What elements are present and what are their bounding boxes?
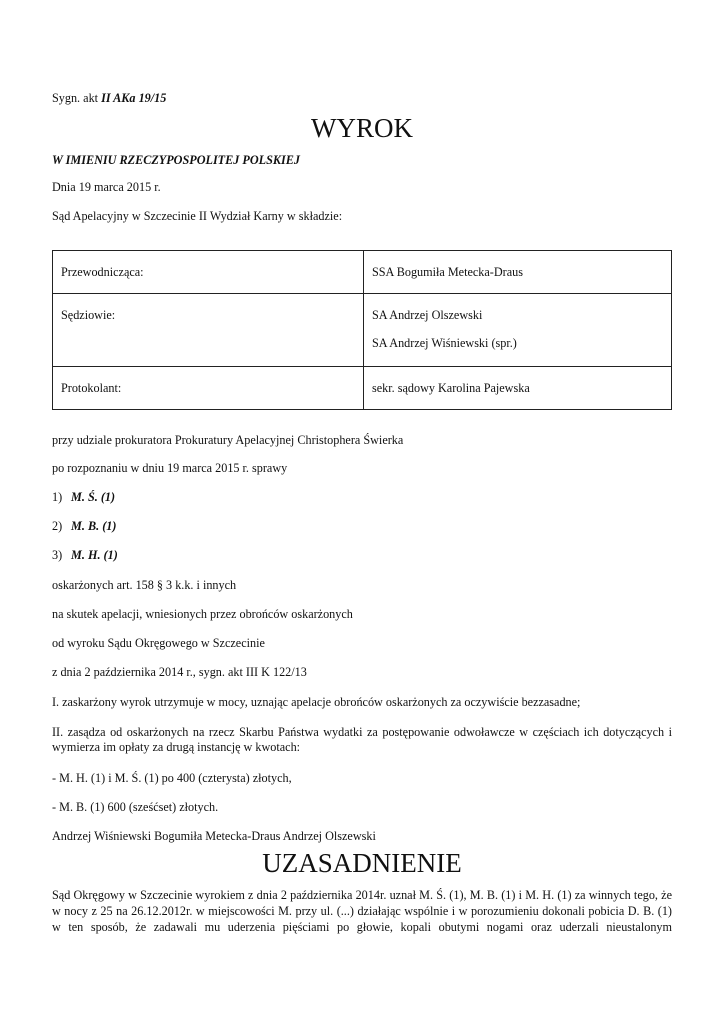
defendant-item (52, 519, 116, 534)
judges-label: Sędziowie: (53, 294, 364, 367)
hearing-line: po rozpoznaniu w dniu 19 marca 2015 r. sprawy (52, 461, 288, 475)
bench-table (52, 250, 672, 410)
justification-title: UZASADNIENIE (262, 848, 462, 878)
appeal-line: na skutek apelacji, wniesionych przez obrońców oskarżonych (52, 607, 353, 621)
in-name-of-republic: W IMIENIU RZECZYPOSPOLITEJ POLSKIEJ (52, 153, 300, 167)
fee-line-1: - M. H. (1) i M. Ś. (1) po 400 (czterysta) złotych, (52, 771, 292, 785)
defendant-number: 1) (52, 490, 63, 504)
defendant-number: 3) (52, 548, 63, 562)
defendant-number: 2) (52, 519, 63, 533)
bench-row-judges (53, 294, 672, 367)
defendant-item (52, 490, 115, 505)
fee-line-2: - M. B. (1) 600 (sześćset) złotych. (52, 800, 219, 814)
defendant-name: M. H. (1) (71, 548, 118, 562)
justification-text: Sąd Okręgowy w Szczecinie wyrokiem z dnia 2 października 2014r. uznał M. Ś. (1), M. B. (1) i M. H. (1) za winnych tego, że w nocy z 25 na 26.12.2012r. w miejscowości M. przy ul. (...) działając wspólnie i w porozumieniu dokonali pobicia D. B. (1) w ten sposób, że zadawali mu uderzenia pięściami po głowie, kopali obutymi nogami oraz uderzali nieustalonym (52, 888, 672, 934)
bench-row-chair (53, 251, 672, 294)
bench-row-clerk (53, 367, 672, 410)
lower-judgment-date-line: z dnia 2 października 2014 r., sygn. akt III K 122/13 (52, 665, 307, 679)
judges-value (364, 294, 672, 367)
chair-label: Przewodnicząca: (53, 251, 364, 294)
lower-court-line: od wyroku Sądu Okręgowego w Szczecinie (52, 636, 265, 650)
ruling-point-1: I. zaskarżony wyrok utrzymuje w mocy, uznając apelacje obrońców oskarżonych za oczywiście bezzasadne; (52, 695, 581, 709)
defendant-name: M. Ś. (1) (71, 490, 116, 504)
court-composition: Sąd Apelacyjny w Szczecinie II Wydział Karny w składzie: (52, 209, 343, 223)
case-signature (52, 91, 166, 106)
document-title: WYROK (311, 113, 413, 143)
judge-2: SA Andrzej Wiśniewski (spr.) (372, 336, 517, 350)
clerk-label: Protokolant: (53, 367, 364, 410)
charges-line: oskarżonych art. 158 § 3 k.k. i innych (52, 578, 237, 592)
ruling-point-2: II. zasądza od oskarżonych na rzecz Skarbu Państwa wydatki za postępowanie odwoławcze w częściach ich dotyczących i wymierza im opłaty za drugą instancję w kwotach: (52, 725, 672, 754)
judgment-date: Dnia 19 marca 2015 r. (52, 180, 161, 194)
case-signature-number: II AKa 19/15 (101, 91, 167, 105)
defendant-name: M. B. (1) (71, 519, 117, 533)
judge-1: SA Andrzej Olszewski (372, 308, 483, 322)
clerk-value: sekr. sądowy Karolina Pajewska (364, 367, 672, 410)
defendant-item (52, 548, 118, 563)
judges-signatures: Andrzej Wiśniewski Bogumiła Metecka-Draus Andrzej Olszewski (52, 829, 376, 843)
chair-value: SSA Bogumiła Metecka-Draus (364, 251, 672, 294)
prosecutor-line: przy udziale prokuratora Prokuratury Apelacyjnej Christophera Świerka (52, 433, 404, 447)
case-signature-prefix: Sygn. akt (52, 91, 99, 105)
